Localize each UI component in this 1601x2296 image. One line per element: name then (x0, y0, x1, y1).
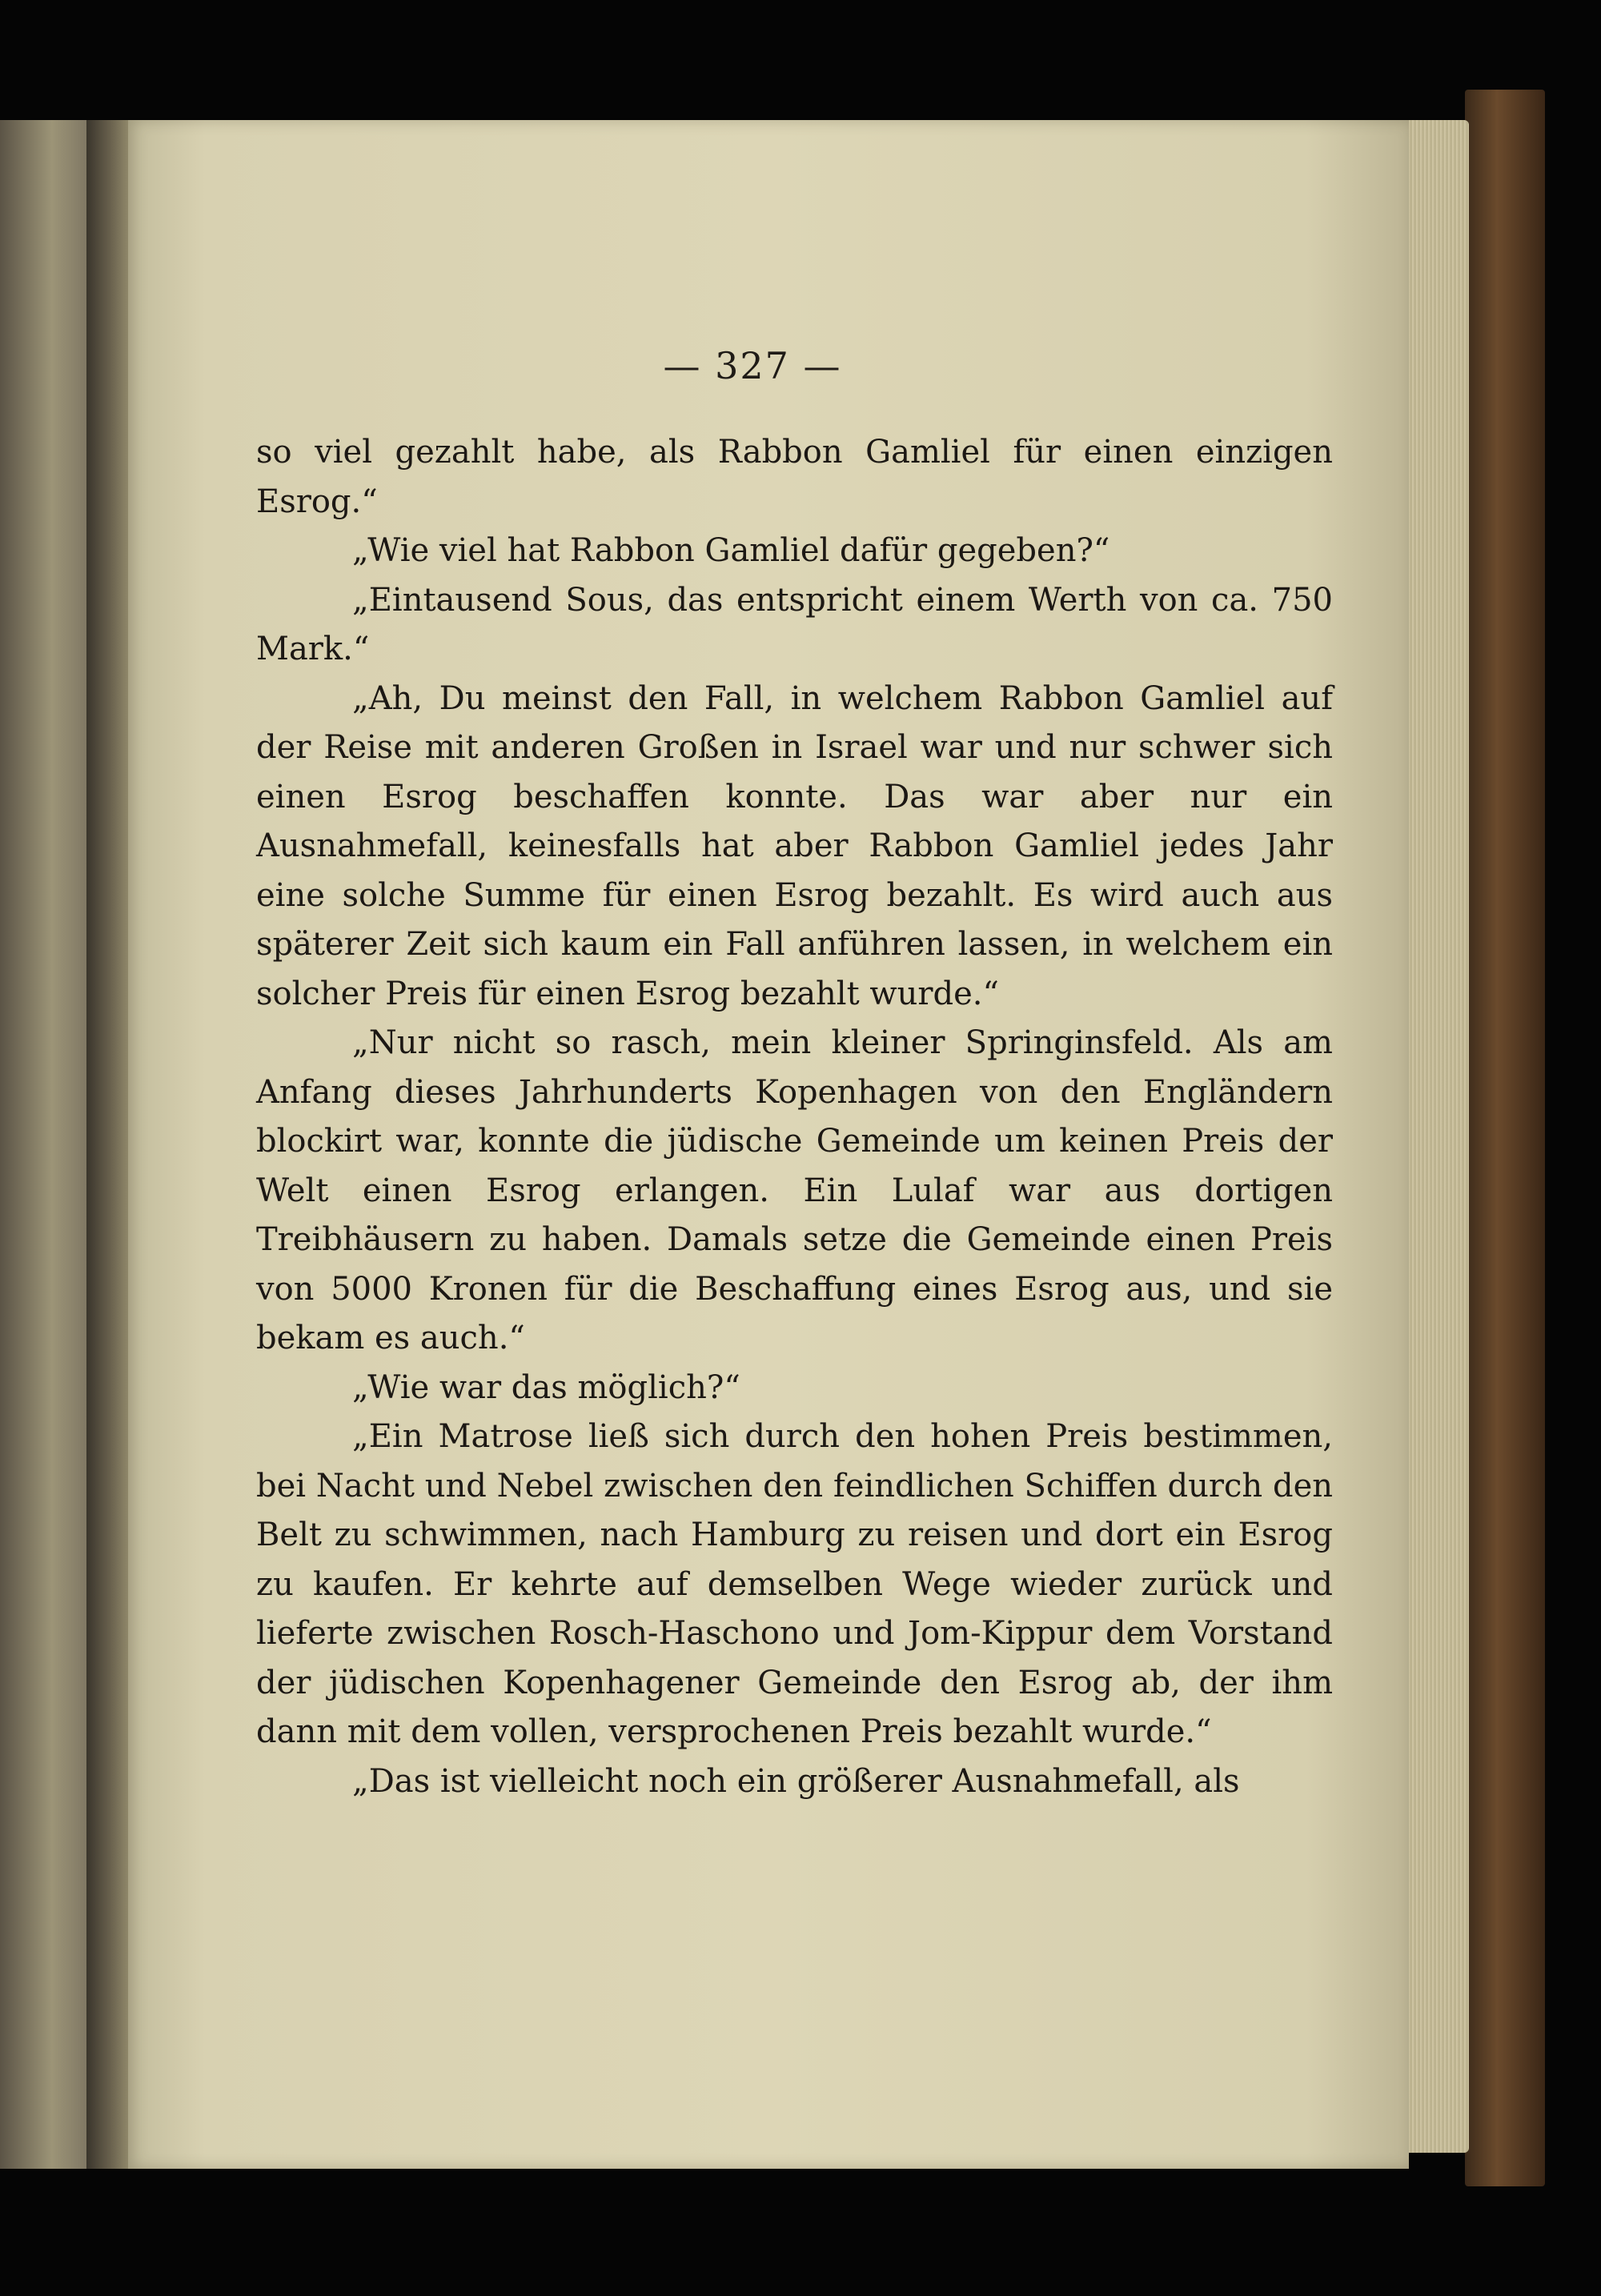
book-page (128, 120, 1409, 2169)
paragraph: „Ah, Du meinst den Fall, in welchem Rabbon Gamliel auf der Reise mit anderen Großen in Israel war und nur schwer sich einen Esrog beschaffen konnte. Das war aber nur ein Ausnahmefall, keinesfalls hat aber Rabbon Gamliel jedes Jahr eine solche Summe für einen Esrog bezahlt. Es wird auch aus späterer Zeit sich kaum ein Fall anführen lassen, in welchem ein solcher Preis für einen Esrog bezahlt wurde.“ (256, 679, 1333, 1012)
book-gutter (86, 120, 128, 2169)
paragraph: „Nur nicht so rasch, mein kleiner Springinsfeld. Als am Anfang dieses Jahrhunderts Kopenhagen von den Engländern blockirt war, konnte die jüdische Gemeinde um keinen Preis der Welt einen Esrog erlangen. Ein Lulaf war aus dortigen Treibhäusern zu haben. Damals setze die Gemeinde einen Preis von 5000 Kronen für die Beschaffung eines Esrog aus, und sie bekam es auch.“ (256, 1024, 1333, 1356)
paragraph: „Eintausend Sous, das entspricht einem Werth von ca. 750 Mark.“ (256, 581, 1333, 667)
paragraph: „Ein Matrose ließ sich durch den hohen Preis bestimmen, bei Nacht und Nebel zwischen den feindlichen Schiffen durch den Belt zu schwimmen, nach Hamburg zu reisen und dort ein Esrog zu kaufen. Er kehrte auf demselben Wege wieder zurück und lieferte zwischen Rosch-Haschono und Jom-Kippur dem Vorstand der jüdischen Kopenhagener Gemeinde den Esrog ab, der ihm dann mit dem vollen, versprochenen Preis bezahlt wurde.“ (256, 1418, 1333, 1750)
paragraph: so viel gezahlt habe, als Rabbon Gamliel für einen einzigen Esrog.“ (256, 434, 1333, 520)
paragraph: „Wie viel hat Rabbon Gamliel dafür gegeben?“ (352, 532, 1110, 569)
page-number: — 327 — (663, 344, 842, 387)
paragraph: „Das ist vielleicht noch ein größerer Ausnahmefall, als (352, 1762, 1240, 1800)
book-cover-edge (1465, 90, 1545, 2186)
paragraph: „Wie war das möglich?“ (352, 1368, 740, 1406)
left-page-edge (0, 120, 94, 2169)
page-text (256, 428, 1333, 1806)
